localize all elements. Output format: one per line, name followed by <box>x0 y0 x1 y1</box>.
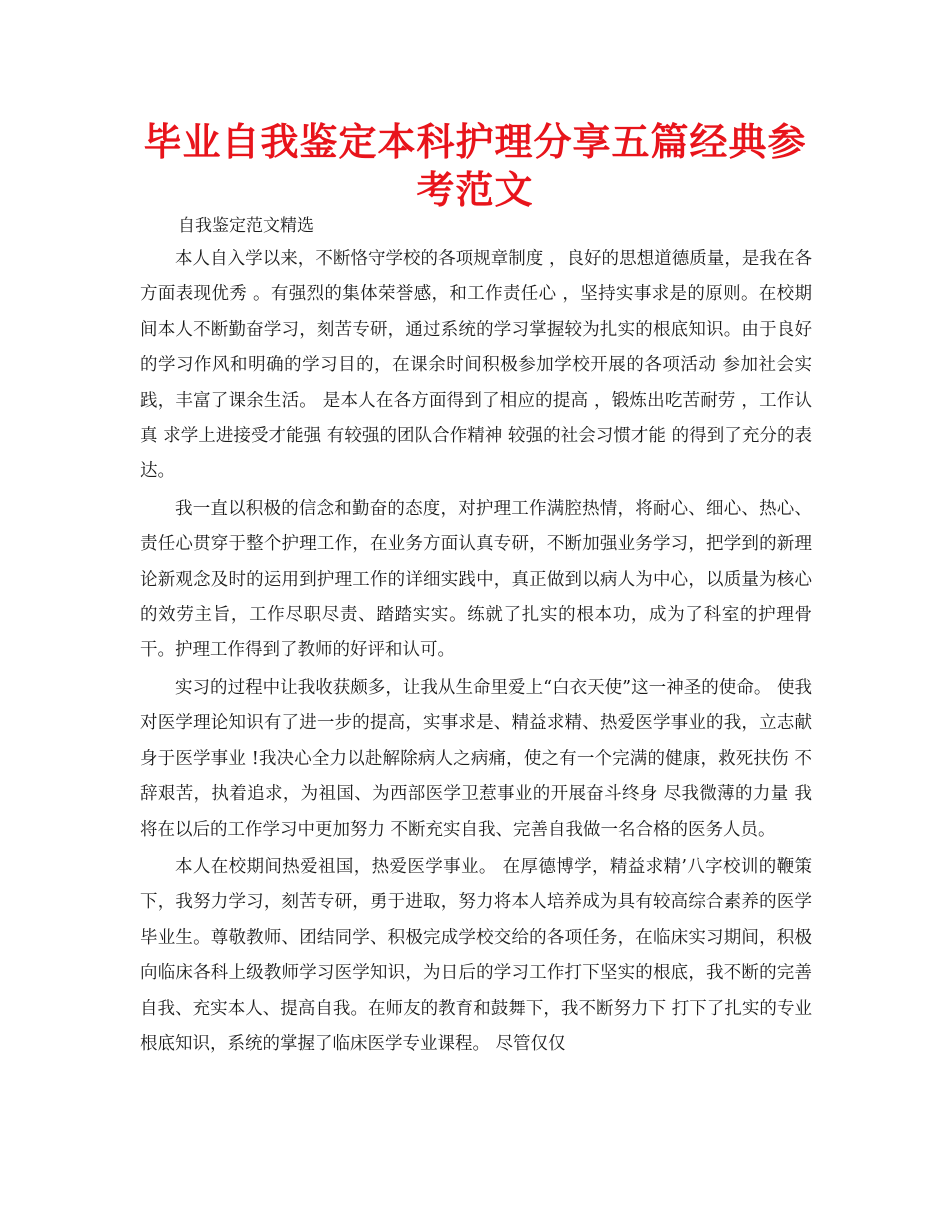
document-body <box>140 242 812 1064</box>
paragraph: 本人在校期间热爱祖国，热爱医学事业。 在厚德博学，精益求精’八字校训的鞭策下，我努力学习，刻苦专研，勇于进取，努力将本人培养成为具有较高综合素养的医学毕业生。尊敬教师、团结同学、积极完成学校交给的各项任务，在临床实习期间，积极向临床各科上级教师学习医学知识，为日后的学习工作打下坚实的根底，我不断的完善自我、充实本人、提高自我。在师友的教育和鼓舞下，我不断努力下 打下了扎实的专业根底知识，系统的掌握了临床医学专业课程。 尽管仅仅 <box>140 856 812 1054</box>
paragraph: 我一直以积极的信念和勤奋的态度，对护理工作满腔热情，将耐心、细心、热心、责任心贯穿于整个护理工作，在业务方面认真专研，不断加强业务学习，把学到的新理论新观念及时的运用到护理工作的详细实践中，真正做到以病人为中心，以质量为核心的效劳主旨，工作尽职尽责、踏踏实实。练就了扎实的根本功，成为了科室的护理骨干。护理工作得到了教师的好评和认可。 <box>140 498 812 661</box>
paragraph: 实习的过程中让我收获颇多，让我从生命里爱上“白衣天使”这一神圣的使命。 使我对医学理论知识有了进一步的提高，实事求是、精益求精、热爱医学事业的我，立志献身于医学事业 !我决心全力以赴解除病人之病痛，使之有一个完满的健康，救死扶伤 不辞艰苦，执着追求，为祖国、为西部医学卫惹事业的开展奋斗终身 尽我微薄的力量 我将在以后的工作学习中更加努力 不断充实自我、完善自我做一名合格的医务人员。 <box>140 677 812 840</box>
paragraph: 本人自入学以来，不断恪守学校的各项规章制度 ，良好的思想道德质量，是我在各方面表现优秀 。有强烈的集体荣誉感，和工作责任心 ，坚持实事求是的原则。在校期间本人不断勤奋学习，刻苦专研，通过系统的学习掌握较为扎实的根底知识。由于良好的学习作风和明确的学习目的，在课余时间积极参加学校开展的各项活动 参加社会实践，丰富了课余生活。 是本人在各方面得到了相应的提高 ，锻炼出吃苦耐劳 ，工作认真 求学上进接受才能强 有较强的团队合作精神 较强的社会习惯才能 的得到了充分的表达。 <box>140 249 812 482</box>
document-subtitle: 自我鉴定范文精选 <box>178 216 314 236</box>
document-title: 毕业自我鉴定本科护理分享五篇经典参考范文 <box>143 120 807 212</box>
